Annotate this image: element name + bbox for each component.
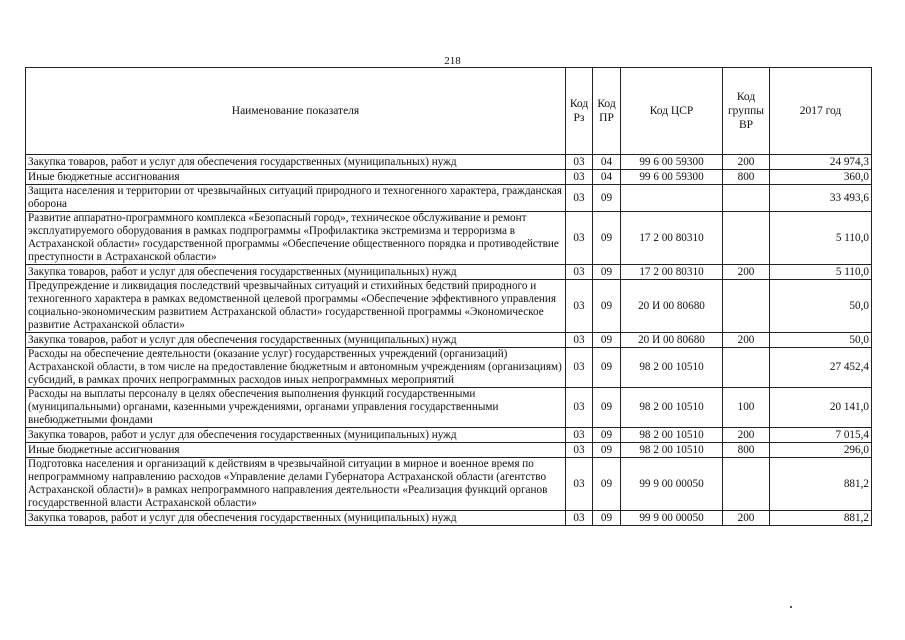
cell-rz: 03 bbox=[566, 428, 593, 443]
cell-csr bbox=[621, 185, 723, 212]
cell-rz: 03 bbox=[566, 458, 593, 511]
header-year: 2017 год bbox=[770, 68, 872, 155]
table-row bbox=[26, 265, 872, 280]
cell-vr: 200 bbox=[723, 265, 770, 280]
cell-rz: 03 bbox=[566, 333, 593, 348]
cell-pr: 09 bbox=[593, 511, 621, 526]
cell-vr bbox=[723, 212, 770, 265]
cell-pr: 09 bbox=[593, 348, 621, 388]
cell-vr bbox=[723, 348, 770, 388]
cell-csr: 17 2 00 80310 bbox=[621, 265, 723, 280]
cell-pr: 09 bbox=[593, 280, 621, 333]
table-row bbox=[26, 443, 872, 458]
cell-pr: 09 bbox=[593, 212, 621, 265]
cell-vr: 800 bbox=[723, 443, 770, 458]
cell-pr: 09 bbox=[593, 265, 621, 280]
cell-rz: 03 bbox=[566, 265, 593, 280]
cell-csr: 20 И 00 80680 bbox=[621, 280, 723, 333]
cell-csr: 17 2 00 80310 bbox=[621, 212, 723, 265]
cell-pr: 09 bbox=[593, 458, 621, 511]
cell-amount: 360,0 bbox=[770, 170, 872, 185]
cell-csr: 98 2 00 10510 bbox=[621, 443, 723, 458]
cell-vr bbox=[723, 185, 770, 212]
cell-amount: 33 493,6 bbox=[770, 185, 872, 212]
header-name: Наименование показателя bbox=[26, 68, 566, 155]
cell-pr: 04 bbox=[593, 155, 621, 170]
cell-csr: 99 6 00 59300 bbox=[621, 170, 723, 185]
cell-pr: 09 bbox=[593, 428, 621, 443]
cell-pr: 09 bbox=[593, 443, 621, 458]
table-row bbox=[26, 388, 872, 428]
header-csr: Код ЦСР bbox=[621, 68, 723, 155]
cell-amount: 296,0 bbox=[770, 443, 872, 458]
table-row bbox=[26, 185, 872, 212]
cell-name: Закупка товаров, работ и услуг для обеспечения государственных (муниципальных) нужд bbox=[26, 333, 566, 348]
cell-name: Защита населения и территории от чрезвычайных ситуаций природного и техногенного характера, гражданская оборона bbox=[26, 185, 566, 212]
cell-name: Иные бюджетные ассигнования bbox=[26, 170, 566, 185]
table-row bbox=[26, 212, 872, 265]
cell-name: Расходы на выплаты персоналу в целях обеспечения выполнения функций государственными (муниципальными) органами, казенными учреждениями, органами управления государственными внебюджетными фондами bbox=[26, 388, 566, 428]
cell-vr: 200 bbox=[723, 333, 770, 348]
cell-name: Развитие аппаратно-программного комплекса «Безопасный город», техническое обслуживание и ремонт эксплуатируемого оборудования в рамках подпрограммы «Профилактика экстремизма и терроризма в Астраханской области» государственной программы «Обеспечение общественного порядка и противодействие преступности в Астраханской области» bbox=[26, 212, 566, 265]
budget-table bbox=[25, 67, 872, 526]
cell-pr: 09 bbox=[593, 333, 621, 348]
cell-vr bbox=[723, 280, 770, 333]
cell-name: Иные бюджетные ассигнования bbox=[26, 443, 566, 458]
cell-rz: 03 bbox=[566, 280, 593, 333]
cell-name: Закупка товаров, работ и услуг для обеспечения государственных (муниципальных) нужд bbox=[26, 155, 566, 170]
header-vr: Код группы ВР bbox=[723, 68, 770, 155]
table-header-row bbox=[26, 68, 872, 155]
cell-amount: 50,0 bbox=[770, 333, 872, 348]
cell-csr: 98 2 00 10510 bbox=[621, 428, 723, 443]
scan-speck bbox=[790, 606, 792, 608]
cell-csr: 98 2 00 10510 bbox=[621, 348, 723, 388]
cell-name: Закупка товаров, работ и услуг для обеспечения государственных (муниципальных) нужд bbox=[26, 511, 566, 526]
cell-name: Закупка товаров, работ и услуг для обеспечения государственных (муниципальных) нужд bbox=[26, 428, 566, 443]
cell-csr: 99 9 00 00050 bbox=[621, 458, 723, 511]
page-number: 218 bbox=[444, 55, 461, 67]
cell-pr: 09 bbox=[593, 388, 621, 428]
cell-rz: 03 bbox=[566, 155, 593, 170]
cell-csr: 99 6 00 59300 bbox=[621, 155, 723, 170]
cell-vr: 100 bbox=[723, 388, 770, 428]
cell-rz: 03 bbox=[566, 388, 593, 428]
cell-vr: 200 bbox=[723, 511, 770, 526]
cell-name: Подготовка населения и организаций к действиям в чрезвычайной ситуации в мирное и военное время по непрограммному направлению расходов «Управление делами Губернатора Астраханской области (агентство Астраханской области)» в рамках непрограммного направления деятельности «Реализация функций органов государственной власти Астраханской области» bbox=[26, 458, 566, 511]
cell-amount: 27 452,4 bbox=[770, 348, 872, 388]
cell-amount: 7 015,4 bbox=[770, 428, 872, 443]
table-row bbox=[26, 155, 872, 170]
table-row bbox=[26, 458, 872, 511]
cell-csr: 98 2 00 10510 bbox=[621, 388, 723, 428]
cell-rz: 03 bbox=[566, 212, 593, 265]
table-row bbox=[26, 280, 872, 333]
cell-name: Предупреждение и ликвидация последствий чрезвычайных ситуаций и стихийных бедствий природного и техногенного характера в рамках ведомственной целевой программы «Обеспечение эффективного управления социально-экономическим развитием Астраханской области» государственной программы «Экономическое развитие Астраханской области» bbox=[26, 280, 566, 333]
cell-vr: 200 bbox=[723, 155, 770, 170]
cell-amount: 881,2 bbox=[770, 458, 872, 511]
table-row bbox=[26, 170, 872, 185]
cell-rz: 03 bbox=[566, 185, 593, 212]
cell-csr: 20 И 00 80680 bbox=[621, 333, 723, 348]
cell-vr: 800 bbox=[723, 170, 770, 185]
table-row bbox=[26, 333, 872, 348]
cell-rz: 03 bbox=[566, 443, 593, 458]
cell-vr bbox=[723, 458, 770, 511]
cell-amount: 50,0 bbox=[770, 280, 872, 333]
cell-name: Расходы на обеспечение деятельности (оказание услуг) государственных учреждений (организаций) Астраханской области, в том числе на предоставление бюджетным и автономным учреждениям (организациям) субсидий, в рамках прочих непрограммных расходов иных непрограммных мероприятий bbox=[26, 348, 566, 388]
cell-rz: 03 bbox=[566, 348, 593, 388]
header-rz: Код Рз bbox=[566, 68, 593, 155]
cell-rz: 03 bbox=[566, 511, 593, 526]
cell-amount: 24 974,3 bbox=[770, 155, 872, 170]
table-row bbox=[26, 428, 872, 443]
cell-vr: 200 bbox=[723, 428, 770, 443]
cell-amount: 5 110,0 bbox=[770, 265, 872, 280]
cell-name: Закупка товаров, работ и услуг для обеспечения государственных (муниципальных) нужд bbox=[26, 265, 566, 280]
header-pr: Код ПР bbox=[593, 68, 621, 155]
cell-amount: 5 110,0 bbox=[770, 212, 872, 265]
cell-csr: 99 9 00 00050 bbox=[621, 511, 723, 526]
cell-rz: 03 bbox=[566, 170, 593, 185]
table-row bbox=[26, 511, 872, 526]
cell-pr: 04 bbox=[593, 170, 621, 185]
cell-pr: 09 bbox=[593, 185, 621, 212]
cell-amount: 20 141,0 bbox=[770, 388, 872, 428]
table-row bbox=[26, 348, 872, 388]
cell-amount: 881,2 bbox=[770, 511, 872, 526]
